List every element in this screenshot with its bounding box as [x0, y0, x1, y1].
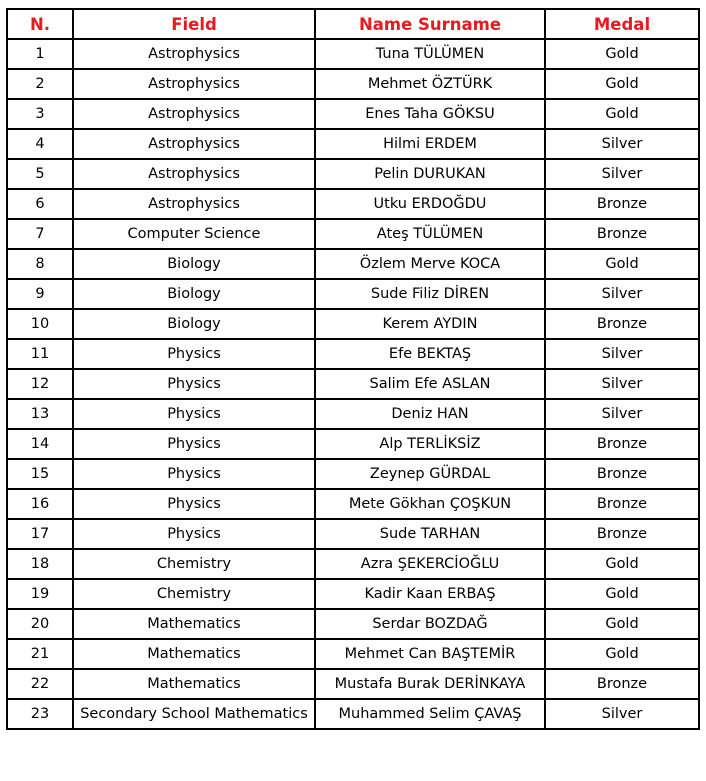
cell-medal: Gold: [545, 579, 699, 609]
cell-number: 5: [7, 159, 73, 189]
cell-field: Mathematics: [73, 609, 315, 639]
results-sheet: [6, 8, 700, 730]
table-row: [7, 309, 699, 339]
cell-field: Biology: [73, 249, 315, 279]
cell-field: Astrophysics: [73, 39, 315, 69]
cell-field: Secondary School Mathematics: [73, 699, 315, 729]
cell-field: Biology: [73, 309, 315, 339]
table-row: [7, 459, 699, 489]
cell-number: 3: [7, 99, 73, 129]
cell-number: 11: [7, 339, 73, 369]
cell-name-surname: Deniz HAN: [315, 399, 545, 429]
cell-name-surname: Salim Efe ASLAN: [315, 369, 545, 399]
cell-number: 21: [7, 639, 73, 669]
cell-medal: Bronze: [545, 219, 699, 249]
cell-name-surname: Mustafa Burak DERİNKAYA: [315, 669, 545, 699]
cell-name-surname: Mehmet ÖZTÜRK: [315, 69, 545, 99]
cell-name-surname: Alp TERLİKSİZ: [315, 429, 545, 459]
cell-field: Biology: [73, 279, 315, 309]
cell-number: 13: [7, 399, 73, 429]
cell-name-surname: Serdar BOZDAĞ: [315, 609, 545, 639]
cell-number: 22: [7, 669, 73, 699]
cell-name-surname: Muhammed Selim ÇAVAŞ: [315, 699, 545, 729]
cell-field: Mathematics: [73, 639, 315, 669]
cell-medal: Bronze: [545, 189, 699, 219]
cell-medal: Bronze: [545, 309, 699, 339]
table-row: [7, 429, 699, 459]
cell-name-surname: Kadir Kaan ERBAŞ: [315, 579, 545, 609]
table-row: [7, 579, 699, 609]
cell-number: 14: [7, 429, 73, 459]
cell-medal: Silver: [545, 339, 699, 369]
cell-number: 16: [7, 489, 73, 519]
cell-field: Mathematics: [73, 669, 315, 699]
header-medal: Medal: [545, 9, 699, 39]
cell-name-surname: Utku ERDOĞDU: [315, 189, 545, 219]
cell-medal: Bronze: [545, 489, 699, 519]
cell-number: 9: [7, 279, 73, 309]
cell-number: 7: [7, 219, 73, 249]
cell-field: Physics: [73, 429, 315, 459]
table-row: [7, 249, 699, 279]
cell-name-surname: Azra ŞEKERCİOĞLU: [315, 549, 545, 579]
cell-field: Physics: [73, 399, 315, 429]
cell-name-surname: Ateş TÜLÜMEN: [315, 219, 545, 249]
cell-number: 1: [7, 39, 73, 69]
cell-medal: Gold: [545, 39, 699, 69]
table-row: [7, 39, 699, 69]
table-row: [7, 129, 699, 159]
cell-number: 10: [7, 309, 73, 339]
cell-medal: Bronze: [545, 519, 699, 549]
cell-name-surname: Tuna TÜLÜMEN: [315, 39, 545, 69]
table-row: [7, 339, 699, 369]
cell-name-surname: Mehmet Can BAŞTEMİR: [315, 639, 545, 669]
cell-medal: Gold: [545, 249, 699, 279]
cell-field: Physics: [73, 339, 315, 369]
cell-number: 12: [7, 369, 73, 399]
cell-medal: Silver: [545, 129, 699, 159]
cell-number: 20: [7, 609, 73, 639]
table-row: [7, 609, 699, 639]
cell-field: Astrophysics: [73, 99, 315, 129]
table-row: [7, 669, 699, 699]
table-row: [7, 369, 699, 399]
cell-name-surname: Mete Gökhan ÇOŞKUN: [315, 489, 545, 519]
table-row: [7, 519, 699, 549]
medal-table: [6, 8, 700, 730]
header-field: Field: [73, 9, 315, 39]
cell-name-surname: Pelin DURUKAN: [315, 159, 545, 189]
cell-name-surname: Zeynep GÜRDAL: [315, 459, 545, 489]
cell-medal: Silver: [545, 369, 699, 399]
cell-medal: Gold: [545, 549, 699, 579]
cell-number: 19: [7, 579, 73, 609]
cell-field: Physics: [73, 369, 315, 399]
cell-field: Chemistry: [73, 579, 315, 609]
cell-name-surname: Kerem AYDIN: [315, 309, 545, 339]
cell-medal: Gold: [545, 99, 699, 129]
cell-number: 6: [7, 189, 73, 219]
table-row: [7, 699, 699, 729]
cell-name-surname: Enes Taha GÖKSU: [315, 99, 545, 129]
cell-field: Astrophysics: [73, 159, 315, 189]
cell-number: 17: [7, 519, 73, 549]
cell-medal: Bronze: [545, 429, 699, 459]
table-row: [7, 549, 699, 579]
cell-medal: Silver: [545, 279, 699, 309]
cell-name-surname: Sude Filiz DİREN: [315, 279, 545, 309]
table-row: [7, 489, 699, 519]
table-row: [7, 99, 699, 129]
cell-medal: Silver: [545, 699, 699, 729]
cell-number: 2: [7, 69, 73, 99]
cell-number: 15: [7, 459, 73, 489]
cell-medal: Bronze: [545, 459, 699, 489]
header-name-surname: Name Surname: [315, 9, 545, 39]
cell-field: Astrophysics: [73, 69, 315, 99]
cell-number: 18: [7, 549, 73, 579]
cell-field: Physics: [73, 459, 315, 489]
cell-name-surname: Efe BEKTAŞ: [315, 339, 545, 369]
cell-number: 8: [7, 249, 73, 279]
table-row: [7, 219, 699, 249]
table-row: [7, 279, 699, 309]
cell-name-surname: Sude TARHAN: [315, 519, 545, 549]
table-row: [7, 189, 699, 219]
cell-medal: Gold: [545, 639, 699, 669]
header-row: [7, 9, 699, 39]
cell-number: 23: [7, 699, 73, 729]
table-row: [7, 69, 699, 99]
cell-field: Physics: [73, 489, 315, 519]
cell-field: Computer Science: [73, 219, 315, 249]
table-row: [7, 639, 699, 669]
cell-number: 4: [7, 129, 73, 159]
cell-medal: Silver: [545, 159, 699, 189]
cell-name-surname: Özlem Merve KOCA: [315, 249, 545, 279]
header-number: N.: [7, 9, 73, 39]
table-row: [7, 399, 699, 429]
cell-medal: Bronze: [545, 669, 699, 699]
cell-medal: Silver: [545, 399, 699, 429]
cell-medal: Gold: [545, 69, 699, 99]
table-row: [7, 159, 699, 189]
cell-field: Astrophysics: [73, 189, 315, 219]
cell-name-surname: Hilmi ERDEM: [315, 129, 545, 159]
cell-medal: Gold: [545, 609, 699, 639]
cell-field: Astrophysics: [73, 129, 315, 159]
cell-field: Chemistry: [73, 549, 315, 579]
cell-field: Physics: [73, 519, 315, 549]
